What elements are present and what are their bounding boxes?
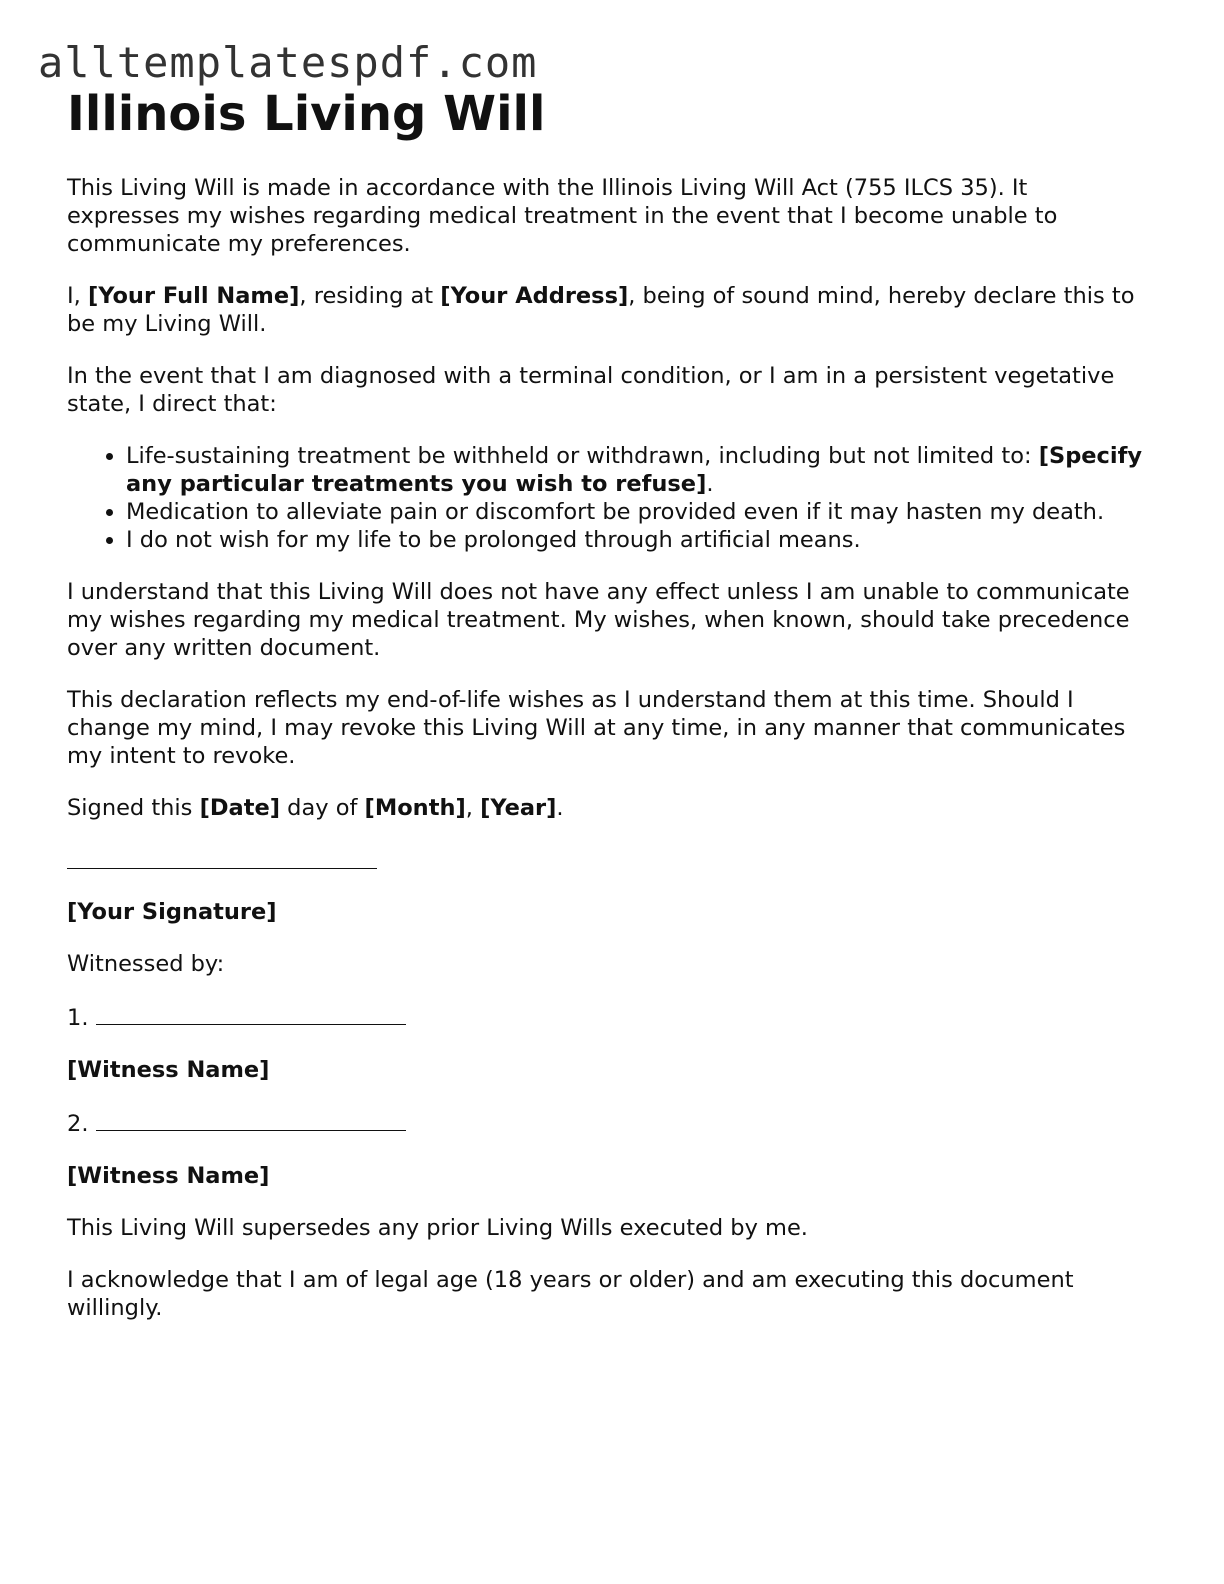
effect-paragraph: I understand that this Living Will does not have any effect unless I am unable to communicate my wishes regarding my medical treatment. My wishes, when known, should take precedence over any written document. [67,579,1130,661]
intro-paragraph: This Living Will is made in accordance with the Illinois Living Will Act (755 ILCS 35). It expresses my wishes regarding medical treatment in the event that I become unable to communicate my preferences. [67,175,1058,257]
supersedes-paragraph: This Living Will supersedes any prior Living Wills executed by me. [67,1215,808,1241]
witness-number: 2. [67,1111,89,1137]
witness-line-row [67,1108,1147,1138]
date-placeholder: [Date] [199,795,281,821]
witness-name-label: [Witness Name] [67,1163,270,1189]
directive-item-end: . [706,471,714,497]
site-watermark: alltemplatespdf.com [38,38,538,87]
signed-line [67,794,1147,822]
witness-name-label: [Witness Name] [67,1057,270,1083]
acknowledge-paragraph: I acknowledge that I am of legal age (18 years or older) and am executing this document willingly. [67,1267,1074,1321]
witness-number: 1. [67,1005,89,1031]
directive-item [126,442,1147,498]
declaration-prefix: I, [67,283,88,309]
signature-label: [Your Signature] [67,899,277,925]
treatments-placeholder: [Specify any particular treatments you wish to refuse] [126,443,1143,497]
directive-item: • I do not wish for my life to be prolonged through artificial means. [126,526,1147,554]
signature-line-row [67,846,1147,874]
signed-comma: , [465,795,481,821]
signed-day-of: day of [280,795,365,821]
year-placeholder: [Year] [480,795,557,821]
directive-item: • Medication to alleviate pain or discomfort be provided even if it may hasten my death. [126,498,1147,526]
witness-line-row [67,1002,1147,1032]
document-title: Illinois Living Will [67,86,546,142]
revocation-paragraph: This declaration reflects my end-of-life wishes as I understand them at this time. Should I change my mind, I may revoke this Living Will at any time, in any manner that communicates my intent to revoke. [67,687,1126,769]
directives-list [67,442,1147,554]
witness-signature-line[interactable] [96,1108,406,1131]
address-placeholder: [Your Address] [440,283,629,309]
declaration-middle: , residing at [299,283,441,309]
signed-end: . [556,795,564,821]
document-page [67,84,1147,1322]
witness-signature-line[interactable] [96,1002,406,1025]
witnessed-by: Witnessed by: [67,951,225,977]
condition-paragraph: In the event that I am diagnosed with a terminal condition, or I am in a persistent vegetative state, I direct that: [67,363,1115,417]
declaration-suffix: , being of sound mind, hereby declare this to be my Living Will. [67,283,1135,337]
full-name-placeholder: [Your Full Name] [87,283,300,309]
signed-prefix: Signed this [67,795,200,821]
month-placeholder: [Month] [364,795,466,821]
declaration-paragraph [67,282,1147,338]
directive-item-text: Life-sustaining treatment be withheld or withdrawn, including but not limited to: [126,443,1039,469]
signature-line[interactable] [67,846,377,869]
